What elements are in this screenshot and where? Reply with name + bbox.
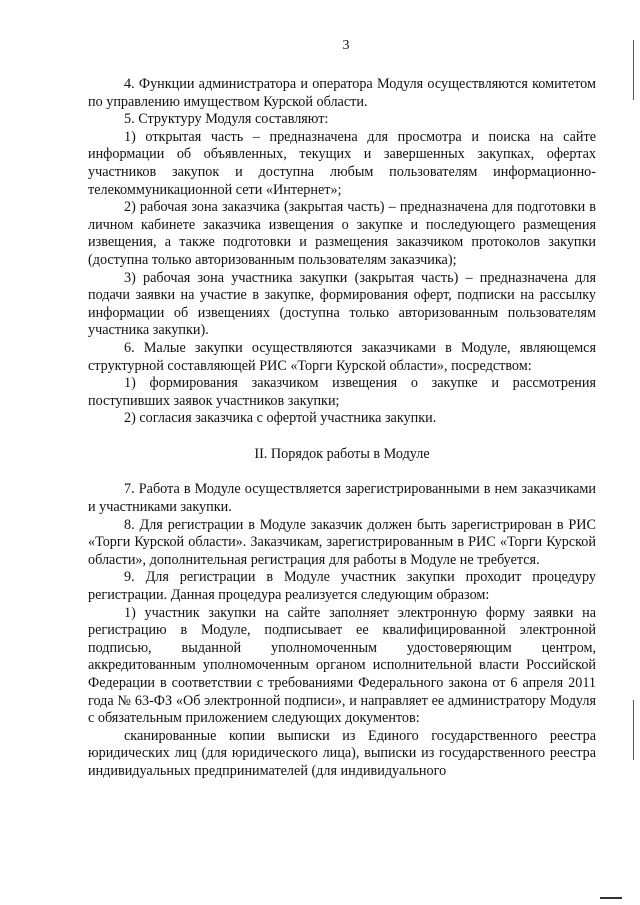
paragraph-5-item-1: 1) открытая часть – предназначена для просмотра и поиска на сайте информации об объявленных, текущих и завершенных закупках, офертах участников закупок и доступна любым пользователям информационно-телекоммуникационной сети «Интернет»; [88, 128, 596, 198]
scan-edge-mark [633, 40, 634, 100]
section-two-body [88, 481, 596, 780]
page-number: 3 [342, 38, 350, 53]
paragraph-6-item-1: 1) формирования заказчиком извещения о закупке и рассмотрения поступивших заявок участников закупки; [88, 375, 596, 409]
paragraph-5-item-3: 3) рабочая зона участника закупки (закрытая часть) – предназначена для подачи заявки на участие в закупке, формирования оферт, подписки на рассылку информации об извещениях (доступна только авторизованным пользователям участника закупки). [88, 269, 596, 339]
paragraph-5: 5. Структуру Модуля составляют: [124, 111, 329, 128]
paragraph-4: 4. Функции администратора и оператора Модуля осуществляются комитетом по управлению имуществом Курской области. [88, 76, 596, 110]
paragraph-6-item-2: 2) согласия заказчика с офертой участника закупки. [124, 410, 437, 427]
paragraph-6: 6. Малые закупки осуществляются заказчиками в Модуле, являющемся структурной составляющей РИС «Торги Курской области», посредством: [88, 339, 596, 374]
paragraph-5-item-2: 2) рабочая зона заказчика (закрытая часть) – предназначена для подготовки в личном кабинете заказчика извещения о закупке и последующего размещения извещения, а также подготовки и размещения заказчиком протоколов закупки (доступна только авторизованным пользователям заказчика); [88, 199, 596, 268]
scan-artifact [600, 897, 622, 899]
scan-edge-mark [633, 700, 634, 760]
paragraph-9: 9. Для регистрации в Модуле участник закупки проходит процедуру регистрации. Данная процедура реализуется следующим образом: [88, 569, 596, 604]
section-title: II. Порядок работы в Модуле [254, 445, 430, 462]
paragraph-8: 8. Для регистрации в Модуле заказчик должен быть зарегистрирован в РИС «Торги Курской области». Заказчикам, зарегистрированным в РИС «Торги Курской области», дополнительная регистрация для работы в Модуле не требуется. [88, 516, 596, 568]
paragraph-9-documents: сканированные копии выписки из Единого государственного реестра юридических лиц (для юридического лица), выписки из государственного реестра индивидуальных предпринимателей (для индивидуального [88, 727, 596, 779]
section-one-body [88, 76, 596, 428]
paragraph-7: 7. Работа в Модуле осуществляется зарегистрированными в нем заказчиками и участниками закупки. [88, 481, 596, 516]
paragraph-9-item-1: 1) участник закупки на сайте заполняет электронную форму заявки на регистрацию в Модуле, подписывает ее квалифицированной электронной подписью, выданной уполномоченным удостоверяющим центром, аккредитованным уполномоченным органом исполнительной власти Российской Федерации в соответствии с требованиями Федерального закона от 6 апреля 2011 года № 63-ФЗ «Об электронной подписи», и направляет ее администратору Модуля с обязательным приложением следующих документов: [88, 604, 596, 727]
